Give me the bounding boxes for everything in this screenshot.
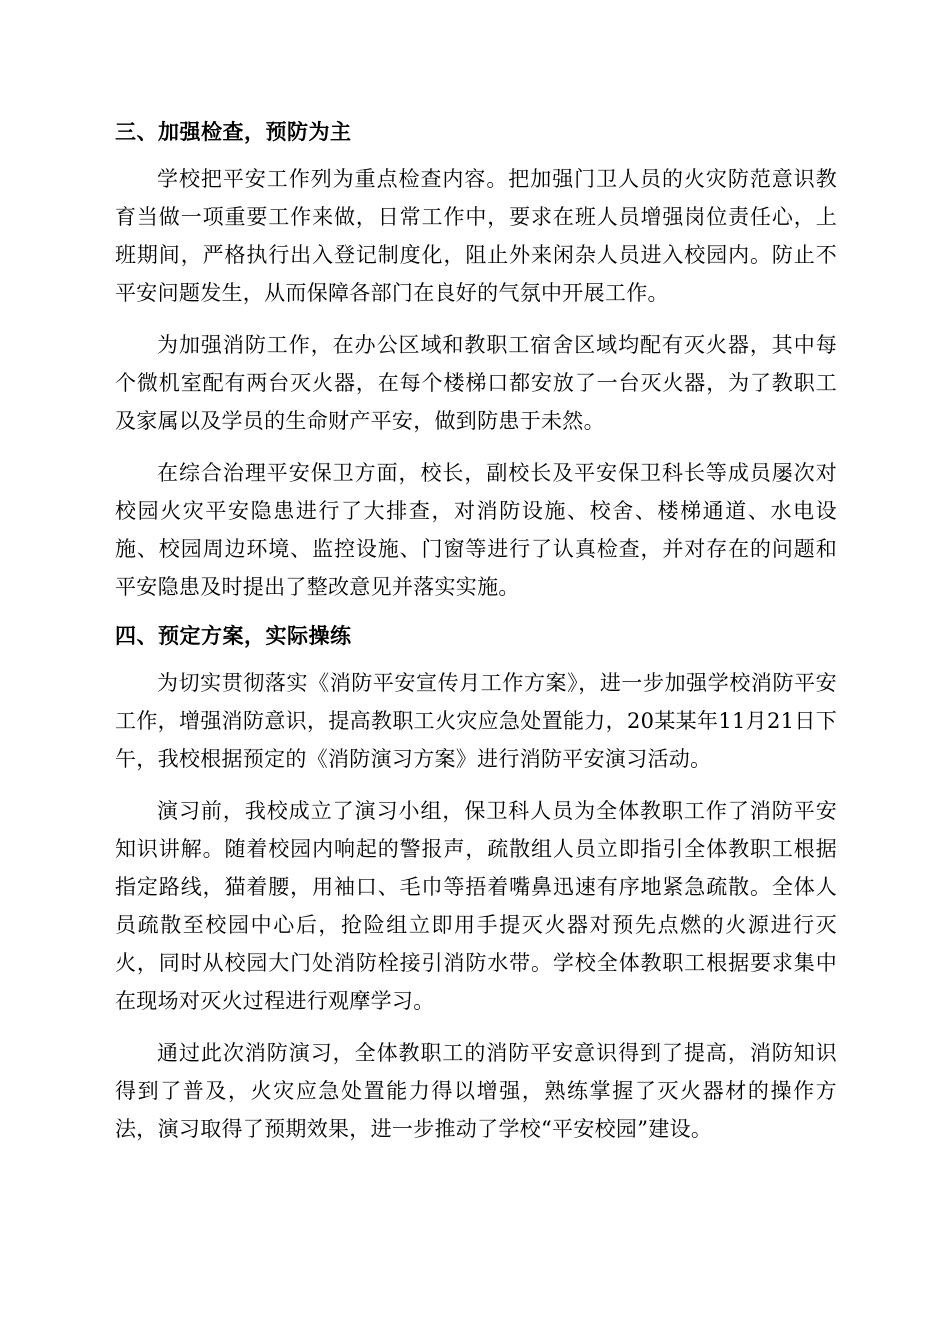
paragraph: 通过此次消防演习，全体教职工的消防平安意识得到了提高，消防知识得到了普及，火灾应急处置能力得以增强，熟练掌握了灭火器材的操作方法，演习取得了预期效果，进一步推动了学校“平安校园”建设。	[115, 1041, 837, 1141]
paragraph: 演习前，我校成立了演习小组，保卫科人员为全体教职工作了消防平安知识讲解。随着校园内响起的警报声，疏散组人员立即指引全体教职工根据指定路线，猫着腰，用袖口、毛巾等捂着嘴鼻迅速有序地紧急疏散。全体人员疏散至校园中心后，抢险组立即用手提灭火器对预先点燃的火源进行灭火，同时从校园大门处消防栓接引消防水带。学校全体教职工根据要求集中在现场对灭火过程进行观摩学习。	[115, 799, 837, 1013]
paragraph: 为切实贯彻落实《消防平安宣传月工作方案》，进一步加强学校消防平安工作，增强消防意识，提高教职工火灾应急处置能力，20某某年11月21日下午，我校根据预定的《消防演习方案》进行消防平安演习活动。	[115, 671, 837, 771]
paragraph: 学校把平安工作列为重点检查内容。把加强门卫人员的火灾防范意识教育当做一项重要工作来做，日常工作中，要求在班人员增强岗位责任心，上班期间，严格执行出入登记制度化，阻止外来闲杂人员进入校园内。防止不平安问题发生，从而保障各部门在良好的气氛中开展工作。	[115, 167, 837, 305]
paragraph: 为加强消防工作，在办公区域和教职工宿舍区域均配有灭火器，其中每个微机室配有两台灭火器，在每个楼梯口都安放了一台灭火器，为了教职工及家属以及学员的生命财产平安，做到防患于未然。	[115, 333, 837, 433]
section-heading-3: 三、加强检查，预防为主	[115, 120, 352, 144]
section-heading-4: 四、预定方案，实际操练	[115, 624, 352, 648]
paragraph: 在综合治理平安保卫方面，校长，副校长及平安保卫科长等成员屡次对校园火灾平安隐患进行了大排查，对消防设施、校舍、楼梯通道、水电设施、校园周边环境、监控设施、门窗等进行了认真检查，并对存在的问题和平安隐患及时提出了整改意见并落实实施。	[115, 461, 837, 599]
document-body	[115, 116, 837, 1162]
